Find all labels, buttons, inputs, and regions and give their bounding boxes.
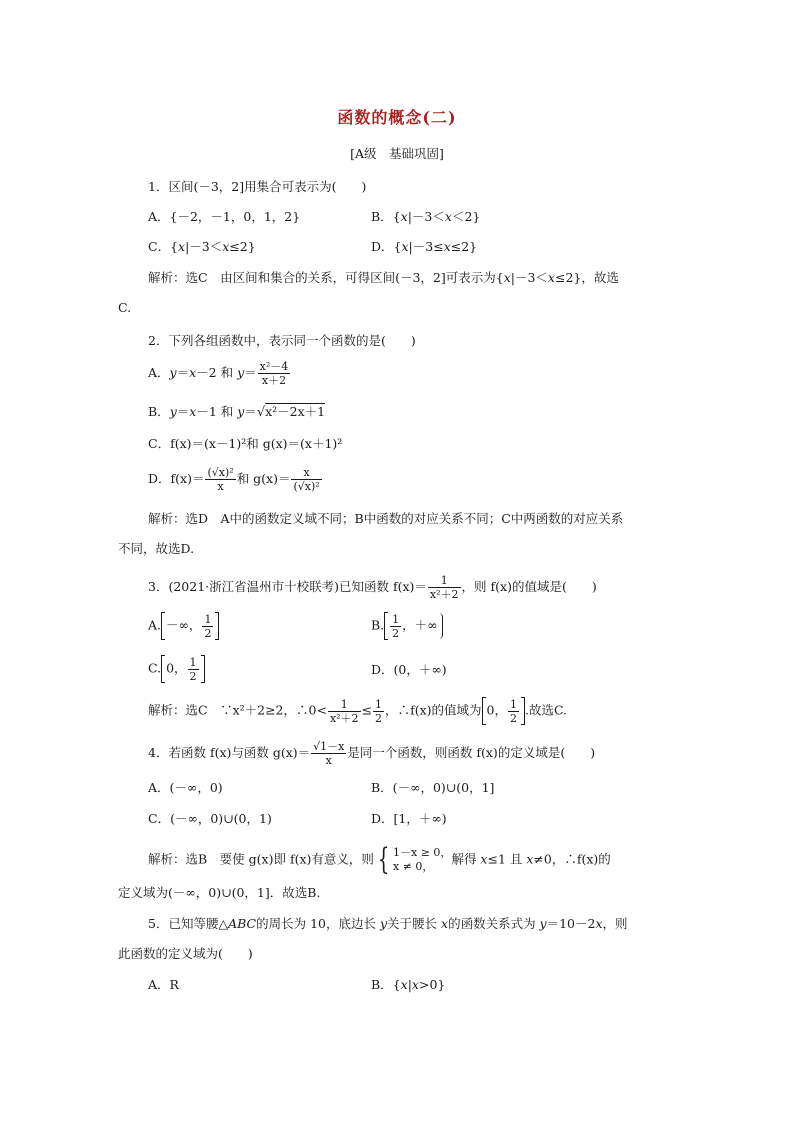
q3-c-fraction: $\frac{1}{2}$ bbox=[189, 655, 197, 683]
q3-sol-fraction-1: $\frac{1}{\text{x²＋2}}$ bbox=[329, 697, 359, 725]
q3-b-fraction: $\frac{1}{2}$ bbox=[392, 612, 400, 640]
q3-solution: 解析：选C ∵x²＋2≥2，∴0< $\frac{1}{\text{x²＋2}}$ ≤ $\frac{1}{2}$ ，∴f(x)的值域为 0， $\frac{1}{2}$ .故选C. bbox=[148, 697, 568, 725]
q2-option-c: C．f(x)＝(x－1)²和 g(x)＝(x＋1)² bbox=[148, 436, 343, 451]
q1-option-c: C．{x|－3＜x≤2} bbox=[148, 239, 256, 254]
q3-option-d: D．(0，＋∞) bbox=[371, 662, 447, 677]
q1-option-d: D．{x|－3≤x≤2} bbox=[371, 239, 478, 254]
q3-sol-fraction-3: $\frac{1}{2}$ bbox=[509, 697, 517, 725]
q4-stem: 4．若函数 f(x)与函数 g(x)＝ $\frac{√1-x}{x}$ 是同一个函数，则函数 f(x)的定义域是( ) bbox=[148, 740, 596, 767]
q1-solution: 解析：选C 由区间和集合的关系，可得区间(－3，2]可表示为{x|－3＜x≤2}，故选 bbox=[148, 270, 619, 285]
q4-option-d: D．[1，＋∞) bbox=[371, 811, 447, 826]
q1-stem: 1．区间(－3，2]用集合可表示为( ) bbox=[148, 179, 367, 194]
q3-stem: 3．(2021·浙江省温州市十校联考)已知函数 f(x)＝ $\frac{1}{\text{x²＋2}}$ ，则 f(x)的值域是( ) bbox=[148, 574, 597, 601]
q4-solution: 解析：选B 要使 g(x)即 f(x)有意义，则 { 1－x ≥ 0， x ≠ 0， 解得 x≤1 且 x≠0，∴f(x)的 bbox=[148, 842, 611, 877]
q2-stem: 2．下列各组函数中，表示同一个函数的是( ) bbox=[148, 333, 416, 348]
q3-option-c: C. 0， $\frac{1}{2}$ bbox=[148, 655, 205, 683]
q4-solution-cont: 定义域为(－∞，0)∪(0，1]．故选B. bbox=[118, 885, 321, 900]
q4-option-b: B．(－∞，0)∪(0，1] bbox=[371, 780, 495, 795]
q2-d-fraction-2: $\frac{x}{\text{(√x)²}}$ bbox=[293, 466, 320, 493]
q3-stem-fraction: $\frac{1}{\text{x²＋2}}$ bbox=[429, 574, 459, 601]
q4-option-c: C．(－∞，0)∪(0，1) bbox=[148, 811, 272, 826]
q3-option-b: B. $\frac{1}{2}$ ，＋∞ bbox=[371, 612, 443, 640]
q1-option-b: B．{x|－3＜x＜2} bbox=[371, 209, 481, 224]
q3-sol-fraction-2: $\frac{1}{2}$ bbox=[375, 697, 383, 725]
q5-option-b: B．{x|x>0} bbox=[371, 977, 446, 992]
q2-option-a: A．y＝x－2 和 y＝ $\frac{\text{x²－4}}{x+2}$ bbox=[148, 360, 289, 387]
q5-option-a: A．R bbox=[148, 977, 179, 992]
q4-condition-system: 1－x ≥ 0， x ≠ 0， bbox=[393, 846, 452, 873]
q2-a-fraction: $\frac{\text{x²－4}}{x+2}$ bbox=[259, 360, 289, 387]
q2-solution: 解析：选D A中的函数定义域不同；B中函数的对应关系不同；C中两函数的对应关系 bbox=[148, 511, 624, 526]
q3-a-fraction: $\frac{1}{2}$ bbox=[204, 612, 212, 640]
q4-stem-fraction: $\frac{√1-x}{x}$ bbox=[313, 740, 345, 767]
q4-option-a: A．(－∞，0) bbox=[148, 780, 223, 795]
page-title: 函数的概念(二) bbox=[337, 108, 457, 127]
q5-stem: 5．已知等腰△ABC的周长为 10，底边长 y关于腰长 x的函数关系式为 y＝10－2x，则 bbox=[148, 916, 628, 931]
q5-stem-cont: 此函数的定义域为( ) bbox=[118, 946, 253, 961]
q2-option-d: D．f(x)＝ $\frac{\text{(√x)²}}{x}$ 和 g(x)＝ $\frac{x}{\text{(√x)²}}$ bbox=[148, 466, 320, 493]
q2-option-b: B．y＝x－1 和 y＝√x²－2x＋1 bbox=[148, 404, 326, 420]
section-level: [A级 基础巩固] bbox=[350, 146, 444, 161]
q1-option-a: A．{－2，－1，0，1，2} bbox=[148, 209, 301, 224]
q2-solution-cont: 不同，故选D. bbox=[118, 541, 195, 556]
q2-d-fraction-1: $\frac{\text{(√x)²}}{x}$ bbox=[207, 466, 234, 493]
q1-solution-cont: C. bbox=[118, 300, 132, 315]
q3-option-a: A. －∞， $\frac{1}{2}$ bbox=[148, 612, 219, 640]
